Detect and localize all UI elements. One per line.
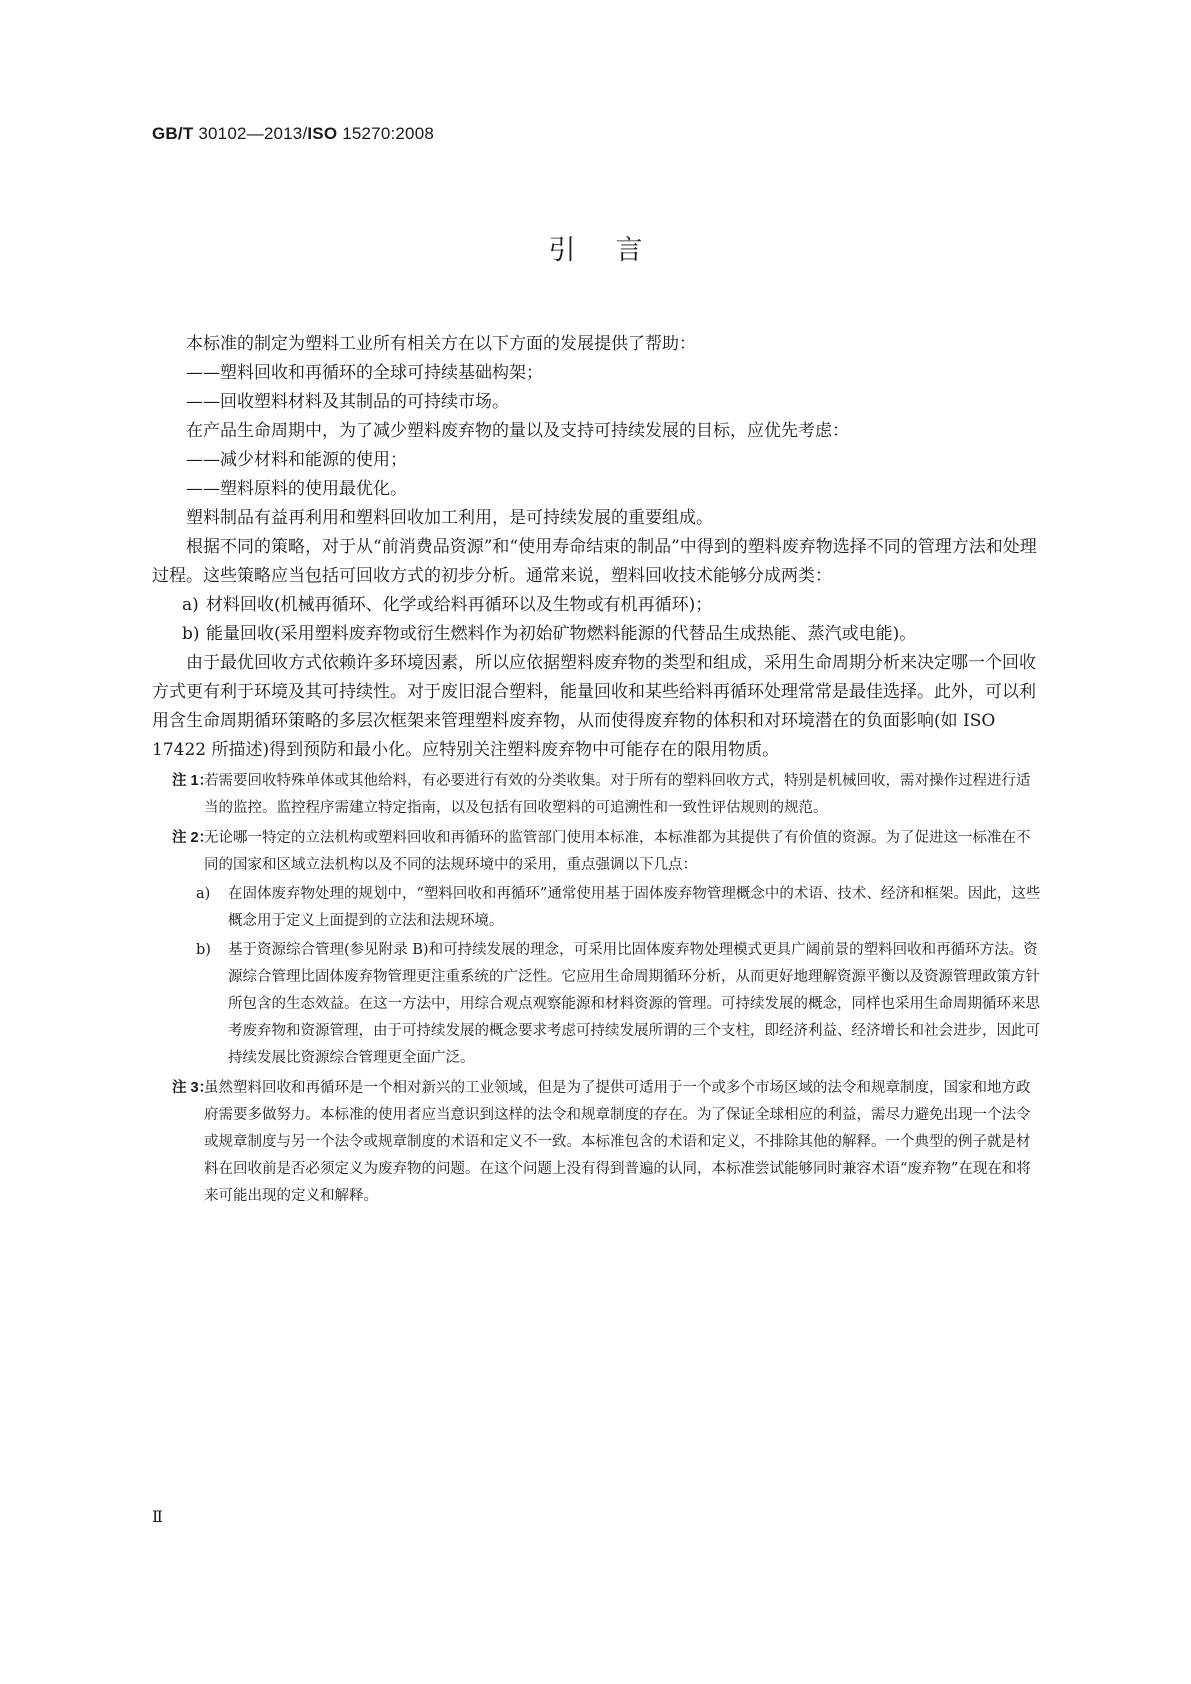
note-2-marker-a: a) [196,886,211,902]
introduction-body [152,330,1042,1210]
note-2-text: 无论哪一特定的立法机构或塑料回收和再循环的监管部门使用本标准，本标准都为其提供了有价值的资源。为了促进这一标准在不同的国家和区域立法机构以及不同的法规环境中的采用，重点强调以下几点： [204,830,1031,873]
page-number: Ⅱ [152,1507,163,1526]
document-header [152,124,434,144]
paragraph-5: 由于最优回收方式依赖许多环境因素，所以应依据塑料废弃物的类型和组成，采用生命周期分析来决定哪一个回收方式更有利于环境及其可持续性。对于废旧混合塑料，能量回收和某些给料再循环处理常常是最佳选择。此外，可以利用含生命周期循环策略的多层次框架来管理塑料废弃物，从而使得废弃物的体积和对环境潜在的负面影响(如 ISO 17422 所描述)得到预防和最小化。应特别关注塑料废弃物中可能存在的限用物质。 [152,653,1036,760]
paragraph-3: 塑料制品有益再利用和塑料回收加工利用，是可持续发展的重要组成。 [186,508,713,528]
note-2-item-b [152,937,1042,1072]
note-3 [152,1075,1042,1210]
note-3-text: 虽然塑料回收和再循环是一个相对新兴的工业领域，但是为了提供可适用于一个或多个市场区域的法令和规章制度，国家和地方政府需要多做努力。本标准的使用者应当意识到这样的法令和规章制度的存在。为了保证全球相应的利益，需尽力避免出现一个法令或规章制度与另一个法令或规章制度的术语和定义不一致。本标准包含的术语和定义，不排除其他的解释。一个典型的例子就是材料在回收前是否必须定义为废弃物的问题。在这个问题上没有得到普遍的认同，本标准尝试能够同时兼容术语“废弃物”在现在和将来可能出现的定义和解释。 [204,1080,1031,1204]
note-2-text-b: 基于资源综合管理(参见附录 B)和可持续发展的理念，可采用比固体废弃物处理模式更具广阔前景的塑料回收和再循环方法。资源综合管理比固体废弃物管理更注重系统的广泛性。它应用生命周期循环分析，从而更好地理解资源平衡以及资源管理政策方针所包含的生态效益。在这一方法中，用综合观点观察能源和材料资源的管理。可持续发展的概念，同样也采用生命周期循环来思考废弃物和资源管理，由于可持续发展的概念要求考虑可持续发展所谓的三个支柱，即经济利益、经济增长和社会进步，因此可持续发展比资源综合管理更全面广泛。 [228,942,1040,1066]
iso-code-number: 15270:2008 [342,124,435,143]
list-text-a: 材料回收(机械再循环、化学或给料再循环以及生物或有机再循环)； [206,595,713,615]
iso-code-bold: ISO [307,124,338,143]
dash-item-3: ——减少材料和能源的使用； [186,450,407,470]
note-2-item-a [152,881,1042,935]
dash-item-1: ——塑料回收和再循环的全球可持续基础构架； [186,363,543,383]
list-item-a [152,591,1042,620]
list-marker-b: b) [182,624,200,644]
note-1 [152,768,1042,822]
note-2-label: 注 2： [172,830,214,846]
note-1-text: 若需要回收特殊单体或其他给料，有必要进行有效的分类收集。对于所有的塑料回收方式，特别是机械回收，需对操作过程进行适当的监控。监控程序需建立特定指南，以及包括有回收塑料的可追溯性和一致性评估规则的规范。 [204,773,1031,816]
dash-item-2: ——回收塑料材料及其制品的可持续市场。 [186,392,509,412]
note-1-label: 注 1： [172,773,214,789]
paragraph-2: 在产品生命周期中，为了减少塑料废弃物的量以及支持可持续发展的目标，应优先考虑： [186,421,849,441]
note-2-marker-b: b) [196,942,211,958]
list-marker-a: a) [182,595,199,615]
standard-code-number: 30102—2013/ [198,124,308,143]
list-text-b: 能量回收(采用塑料废弃物或衍生燃料作为初始矿物燃料能源的代替品生成热能、蒸汽或电能)。 [206,624,917,644]
note-2-text-a: 在固体废弃物处理的规划中，“塑料回收和再循环”通常使用基于固体废弃物管理概念中的术语、技术、经济和框架。因此，这些概念用于定义上面提到的立法和法规环境。 [228,886,1041,929]
page-title: 引言 [548,235,683,266]
paragraph-1: 本标准的制定为塑料工业所有相关方在以下方面的发展提供了帮助： [186,334,696,354]
standard-code-bold: GB/T [152,124,194,143]
dash-item-4: ——塑料原料的使用最优化。 [186,479,407,499]
list-item-b [152,620,1042,649]
paragraph-4: 根据不同的策略，对于从“前消费品资源”和“使用寿命结束的制品”中得到的塑料废弃物选择不同的管理方法和处理过程。这些策略应当包括可回收方式的初步分析。通常来说，塑料回收技术能够分成两类： [152,537,1037,586]
notes-section [152,768,1042,1210]
note-2 [152,825,1042,879]
note-3-label: 注 3： [172,1080,214,1096]
